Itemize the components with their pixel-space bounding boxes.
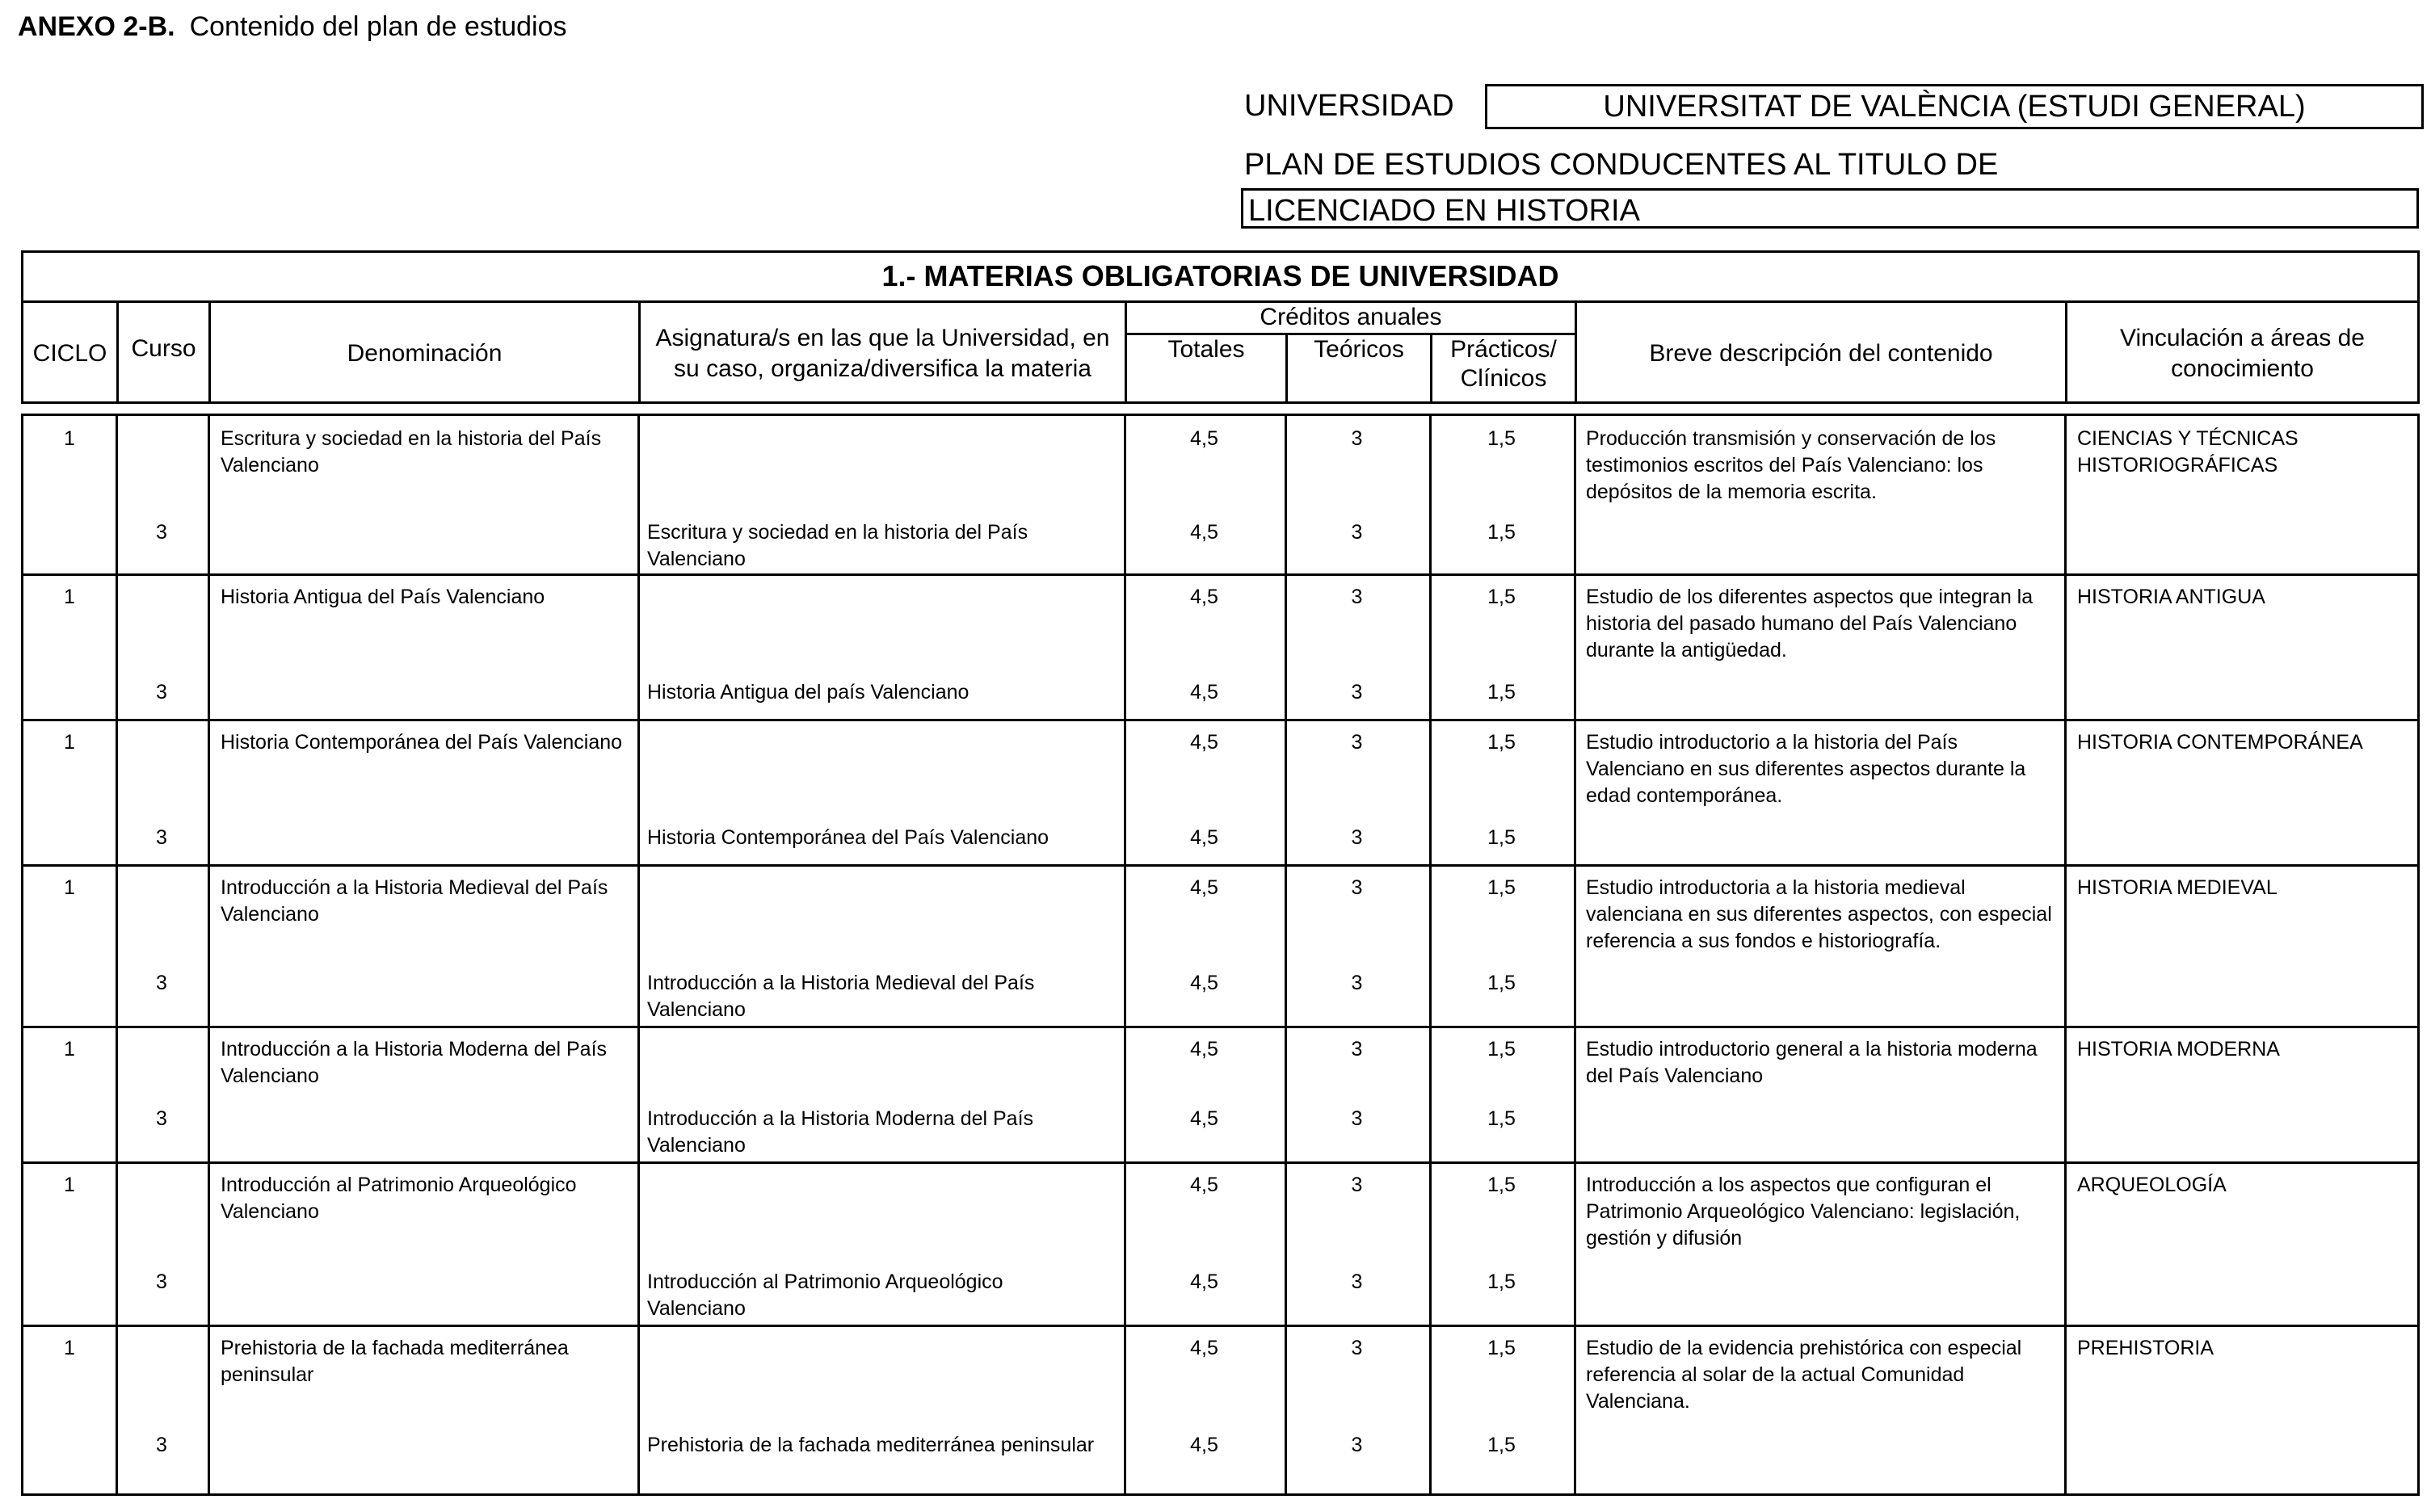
header-denominacion: Denominación bbox=[211, 303, 641, 404]
ciclo-cell: 1 bbox=[64, 427, 75, 450]
header-descripcion: Breve descripción del contenido bbox=[1577, 303, 2067, 404]
vinculacion-cell: HISTORIA MEDIEVAL bbox=[2077, 876, 2277, 899]
header-creditos: Créditos anuales bbox=[1127, 303, 1575, 335]
teoricos-cell: 3 bbox=[1351, 1038, 1363, 1060]
teoricos-cell: 3 bbox=[1351, 586, 1363, 608]
curso-cell: 3 bbox=[156, 972, 167, 994]
asignatura-teoricos-cell: 3 bbox=[1351, 1434, 1363, 1456]
teoricos-cell: 3 bbox=[1351, 1337, 1363, 1359]
asignatura-practicos-cell: 1,5 bbox=[1487, 1434, 1516, 1456]
denominacion-cell: Historia Contemporánea del País Valenciano bbox=[221, 731, 623, 754]
annex-title: Contenido del plan de estudios bbox=[189, 11, 567, 42]
denominacion-cell: Historia Antigua del País Valenciano bbox=[221, 586, 545, 608]
totales-cell: 4,5 bbox=[1190, 731, 1218, 754]
asignatura-totales-cell: 4,5 bbox=[1190, 681, 1218, 704]
table-row-group bbox=[23, 1327, 2417, 1493]
denominacion-cell: Introducción a la Historia Moderna del País Valenciano bbox=[221, 1038, 608, 1087]
annex-label: ANEXO 2-B. bbox=[18, 11, 175, 42]
ciclo-cell: 1 bbox=[64, 876, 75, 899]
vinculacion-cell: ARQUEOLOGÍA bbox=[2077, 1174, 2227, 1196]
asignatura-totales-cell: 4,5 bbox=[1190, 1434, 1218, 1456]
asignatura-totales-cell: 4,5 bbox=[1190, 1107, 1218, 1130]
teoricos-cell: 3 bbox=[1351, 876, 1363, 899]
asignatura-practicos-cell: 1,5 bbox=[1487, 1270, 1516, 1293]
asignatura-teoricos-cell: 3 bbox=[1351, 1270, 1363, 1293]
asignatura-practicos-cell: 1,5 bbox=[1487, 521, 1516, 544]
header-vinculacion: Vinculación a áreas de conocimiento bbox=[2120, 324, 2365, 382]
annex-heading bbox=[18, 11, 567, 43]
asignatura-teoricos-cell: 3 bbox=[1351, 1107, 1363, 1130]
vinculacion-cell: HISTORIA MODERNA bbox=[2077, 1038, 2280, 1060]
table-row-group bbox=[23, 416, 2417, 576]
ciclo-cell: 1 bbox=[64, 1337, 75, 1359]
degree-name-field: LICENCIADO EN HISTORIA bbox=[1241, 188, 2419, 229]
header-creditos-group bbox=[1127, 303, 1577, 404]
table-row-group bbox=[23, 576, 2417, 721]
curso-cell: 3 bbox=[156, 521, 167, 544]
asignatura-totales-cell: 4,5 bbox=[1190, 1270, 1218, 1293]
curso-cell: 3 bbox=[156, 826, 167, 849]
table-body bbox=[21, 414, 2420, 1496]
ciclo-cell: 1 bbox=[64, 731, 75, 754]
curso-cell: 3 bbox=[156, 1434, 167, 1456]
table-row-group bbox=[23, 1164, 2417, 1327]
totales-cell: 4,5 bbox=[1190, 1038, 1218, 1060]
denominacion-cell: Prehistoria de la fachada mediterránea peninsular bbox=[221, 1337, 569, 1386]
asignatura-cell: Historia Antigua del país Valenciano bbox=[647, 681, 969, 704]
section-title: 1.- MATERIAS OBLIGATORIAS DE UNIVERSIDAD bbox=[23, 253, 2417, 303]
university-name-field: UNIVERSITAT DE VALÈNCIA (ESTUDI GENERAL) bbox=[1485, 84, 2424, 129]
header-teoricos: Teóricos bbox=[1288, 335, 1432, 404]
descripcion-cell: Estudio de la evidencia prehistórica con especial referencia al solar de la actual Comunidad Valenciana. bbox=[1586, 1337, 2022, 1413]
asignatura-teoricos-cell: 3 bbox=[1351, 972, 1363, 994]
table-row-group bbox=[23, 1028, 2417, 1164]
table-header bbox=[21, 250, 2420, 404]
totales-cell: 4,5 bbox=[1190, 876, 1218, 899]
asignatura-totales-cell: 4,5 bbox=[1190, 521, 1218, 544]
asignatura-cell: Escritura y sociedad en la historia del País Valenciano bbox=[647, 521, 1028, 570]
ciclo-cell: 1 bbox=[64, 586, 75, 608]
header-asignatura: Asignatura/s en las que la Universidad, en su caso, organiza/diversifica la materia bbox=[641, 303, 1127, 404]
asignatura-cell: Introducción al Patrimonio Arqueológico Valenciano bbox=[647, 1270, 1003, 1320]
practicos-cell: 1,5 bbox=[1487, 1174, 1516, 1196]
teoricos-cell: 3 bbox=[1351, 731, 1363, 754]
descripcion-cell: Estudio introductorio general a la historia moderna del País Valenciano bbox=[1586, 1038, 2038, 1087]
asignatura-practicos-cell: 1,5 bbox=[1487, 972, 1516, 994]
curso-cell: 3 bbox=[156, 681, 167, 704]
practicos-cell: 1,5 bbox=[1487, 586, 1516, 608]
descripcion-cell: Introducción a los aspectos que configuran el Patrimonio Arqueológico Valenciano: legislación, gestión y difusión bbox=[1586, 1174, 2021, 1250]
teoricos-cell: 3 bbox=[1351, 1174, 1363, 1196]
denominacion-cell: Introducción a la Historia Medieval del País Valenciano bbox=[221, 876, 608, 926]
asignatura-totales-cell: 4,5 bbox=[1190, 826, 1218, 849]
university-label: UNIVERSIDAD bbox=[1244, 89, 1454, 123]
practicos-cell: 1,5 bbox=[1487, 1038, 1516, 1060]
asignatura-totales-cell: 4,5 bbox=[1190, 972, 1218, 994]
asignatura-teoricos-cell: 3 bbox=[1351, 681, 1363, 704]
header-ciclo: CICLO bbox=[23, 303, 119, 404]
curso-cell: 3 bbox=[156, 1107, 167, 1130]
teoricos-cell: 3 bbox=[1351, 427, 1363, 450]
totales-cell: 4,5 bbox=[1190, 586, 1218, 608]
ciclo-cell: 1 bbox=[64, 1174, 75, 1196]
vinculacion-cell: CIENCIAS Y TÉCNICAS HISTORIOGRÁFICAS bbox=[2077, 427, 2299, 477]
practicos-cell: 1,5 bbox=[1487, 876, 1516, 899]
curso-cell: 3 bbox=[156, 1270, 167, 1293]
denominacion-cell: Escritura y sociedad en la historia del País Valenciano bbox=[221, 427, 602, 477]
totales-cell: 4,5 bbox=[1190, 1174, 1218, 1196]
table-row-group bbox=[23, 721, 2417, 867]
header-totales: Totales bbox=[1127, 335, 1288, 404]
descripcion-cell: Estudio introductorio a la historia del País Valenciano en sus diferentes aspectos durante la edad contemporánea. bbox=[1586, 731, 2026, 807]
vinculacion-cell: PREHISTORIA bbox=[2077, 1337, 2214, 1359]
header-curso: Curso bbox=[119, 303, 211, 404]
asignatura-practicos-cell: 1,5 bbox=[1487, 681, 1516, 704]
descripcion-cell: Estudio de los diferentes aspectos que integran la historia del pasado humano del País Valenciano durante la antigüedad. bbox=[1586, 586, 2034, 662]
asignatura-cell: Prehistoria de la fachada mediterránea peninsular bbox=[647, 1434, 1095, 1456]
asignatura-practicos-cell: 1,5 bbox=[1487, 1107, 1516, 1130]
descripcion-cell: Estudio introductoria a la historia medieval valenciana en sus diferentes aspectos, con especial referencia a sus fondos e historiografía. bbox=[1586, 876, 2052, 952]
vinculacion-cell: HISTORIA CONTEMPORÁNEA bbox=[2077, 731, 2363, 754]
asignatura-cell: Introducción a la Historia Medieval del País Valenciano bbox=[647, 972, 1035, 1021]
plan-label: PLAN DE ESTUDIOS CONDUCENTES AL TITULO DE bbox=[1244, 148, 1999, 182]
asignatura-teoricos-cell: 3 bbox=[1351, 826, 1363, 849]
denominacion-cell: Introducción al Patrimonio Arqueológico Valenciano bbox=[221, 1174, 577, 1223]
descripcion-cell: Producción transmisión y conservación de los testimonios escritos del País Valenciano: los depósitos de la memoria escrita. bbox=[1586, 427, 1996, 503]
vinculacion-cell: HISTORIA ANTIGUA bbox=[2077, 586, 2265, 608]
practicos-cell: 1,5 bbox=[1487, 731, 1516, 754]
practicos-cell: 1,5 bbox=[1487, 427, 1516, 450]
asignatura-cell: Introducción a la Historia Moderna del País Valenciano bbox=[647, 1107, 1034, 1157]
table-row-group bbox=[23, 867, 2417, 1028]
totales-cell: 4,5 bbox=[1190, 427, 1218, 450]
asignatura-cell: Historia Contemporánea del País Valenciano bbox=[647, 826, 1049, 849]
ciclo-cell: 1 bbox=[64, 1038, 75, 1060]
header-practicos: Prácticos/ Clínicos bbox=[1450, 336, 1557, 392]
asignatura-practicos-cell: 1,5 bbox=[1487, 826, 1516, 849]
asignatura-teoricos-cell: 3 bbox=[1351, 521, 1363, 544]
totales-cell: 4,5 bbox=[1190, 1337, 1218, 1359]
practicos-cell: 1,5 bbox=[1487, 1337, 1516, 1359]
